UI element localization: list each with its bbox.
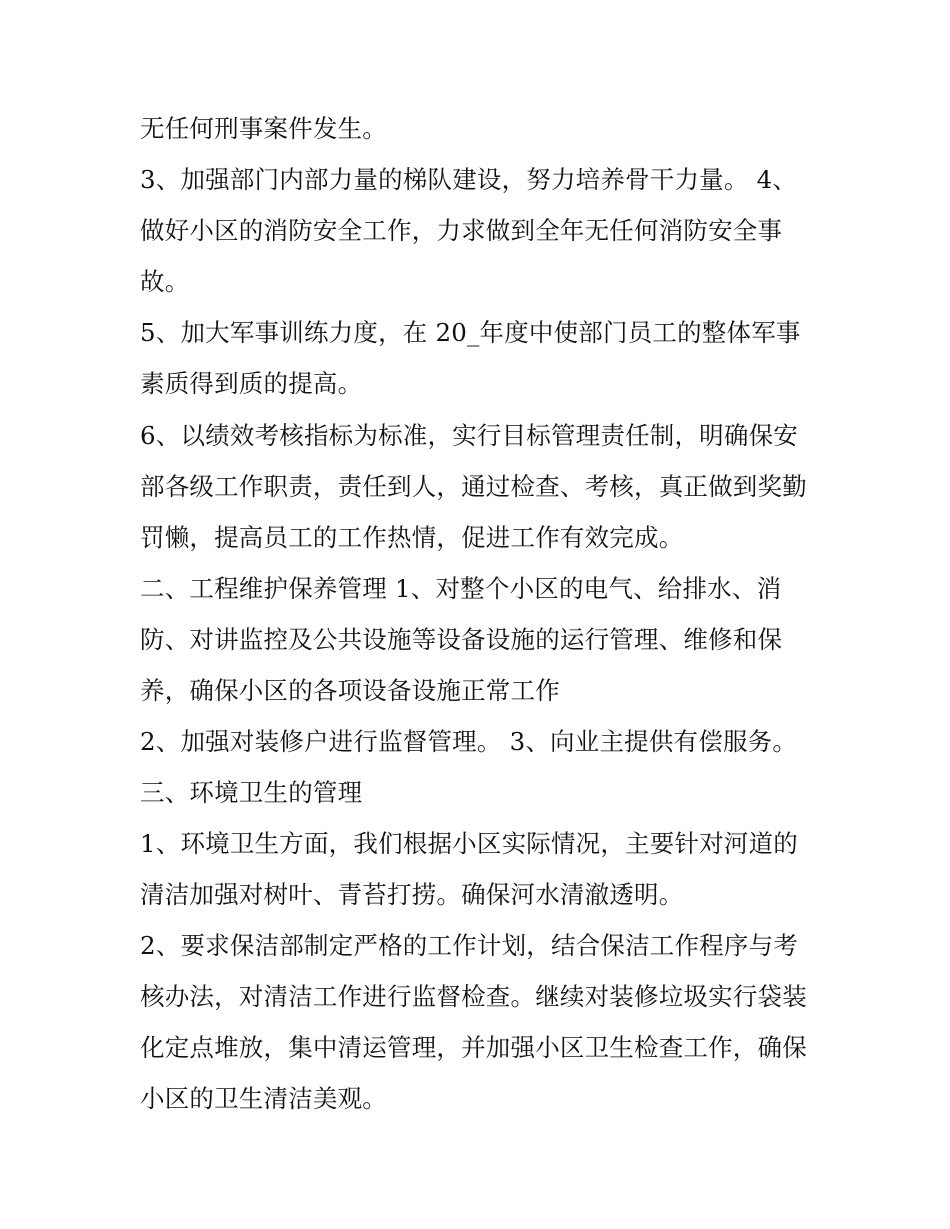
text-line: 6、以绩效考核指标为标准，实行目标管理责任制，明确保安 bbox=[140, 421, 798, 450]
text-line: 养，确保小区的各项设备设施正常工作 bbox=[140, 676, 560, 705]
text-line: 罚懒，提高员工的工作热情，促进工作有效完成。 bbox=[140, 523, 684, 552]
text-line: 1、环境卫生方面，我们根据小区实际情况，主要针对河道的 bbox=[140, 829, 798, 858]
text-line: 化定点堆放，集中清运管理，并加强小区卫生检查工作，确保 bbox=[140, 1033, 807, 1062]
text-line: 无任何刑事案件发生。 bbox=[140, 114, 387, 143]
text-line: 三、环境卫生的管理 bbox=[140, 778, 363, 807]
text-line: 故。 bbox=[140, 267, 190, 296]
text-line: 做好小区的消防安全工作，力求做到全年无任何消防安全事 bbox=[140, 216, 783, 245]
text-line: 5、加大军事训练力度，在 20_年度中使部门员工的整体军事 bbox=[140, 318, 801, 347]
text-line: 二、工程维护保养管理 1、对整个小区的电气、给排水、消 bbox=[140, 574, 782, 603]
text-line: 清洁加强对树叶、青苔打捞。确保河水清澈透明。 bbox=[140, 880, 684, 909]
text-line: 2、要求保洁部制定严格的工作计划，结合保洁工作程序与考 bbox=[140, 931, 798, 960]
text-line: 部各级工作职责，责任到人，通过检查、考核，真正做到奖勤 bbox=[140, 472, 807, 501]
text-line: 2、加强对装修户进行监督管理。 3、向业主提供有偿服务。 bbox=[140, 727, 798, 756]
text-line: 素质得到质的提高。 bbox=[140, 369, 363, 398]
text-line: 3、加强部门内部力量的梯队建设，努力培养骨干力量。 4、 bbox=[140, 165, 798, 194]
text-line: 防、对讲监控及公共设施等设备设施的运行管理、维修和保 bbox=[140, 625, 783, 654]
text-line: 小区的卫生清洁美观。 bbox=[140, 1084, 387, 1113]
text-line: 核办法，对清洁工作进行监督检查。继续对装修垃圾实行袋装 bbox=[140, 982, 807, 1011]
